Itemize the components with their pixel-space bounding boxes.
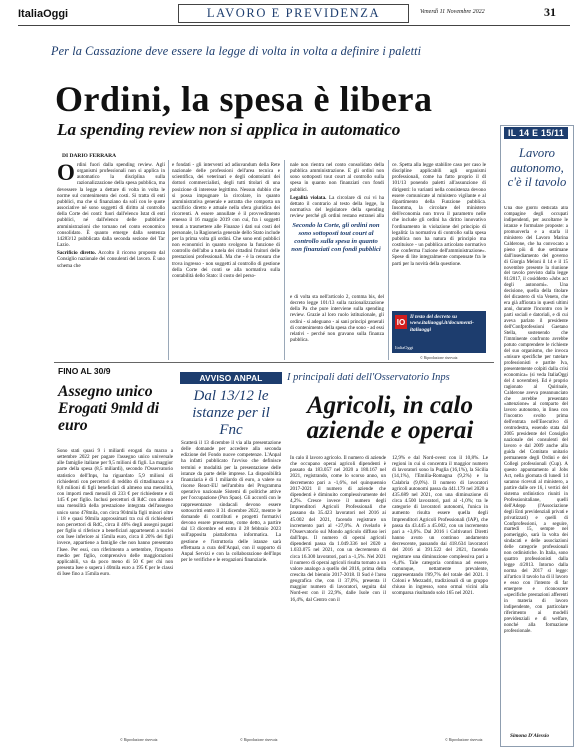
masthead-logo: ItaliaOggi [18,8,69,20]
lead-col1b-title: Sacrificio diretto. [57,250,96,257]
anpal-title: Dal 13/12 le istanze per il Fnc [192,388,270,438]
fino-title: Assegno unico Erogati 9mld di euro [58,383,160,435]
inps-column-1: In calo il lavoro agricolo. Il numero di aziende che occupano operai agricoli dipendenti è passato da 183.057 nel 2020 a 180.167 nel 2021, registrando, come lo scorso anno, un decremento pari a -1,6%, nel quinquennio 2017-2021 il numero di aziende che dipendenti è diminuito complessivamente del 4,2%. Cresce invece il numero degli Imprenditori Agricoli Professionali che passano da 35.423 lavoratori nel 2016 ai 45.002 del 2021, facendo registrare un incremento pari al +27,0%. A rivelarlo è l'Osservatorio sul Mondo agricolo diffuso ieri dall'Inps. Il numero di operai agricoli dipendenti passa da 1.049.336 nel 2020 a 1.033.075 nel 2021, con un decremento di circa 16.300 lavoratori, pari a -1,5%. Nel 2021 il numero di operai agricoli risulta tornato a un valore analogo a quello del 2016, prima della crescita del biennio 2017-2018. Il Sud è l'area geografica che, con il 37,0%, presenta il maggior numero di lavoratori, seguita dal Nord-est con il 22,9%, dalle Isole con il 16,4%, dal Centro con il [290,455,386,603]
issue-date: Venerdì 11 Novembre 2022 [420,9,485,15]
lead-credit: © Riproduzione riservata [420,356,458,360]
inps-credit: © Riproduzione riservata [445,738,483,742]
inps-column-2: 12,9% e dal Nord-ovest con il 10,8%. Le regioni in cui si concentra il maggior numero di lavoratori sono la Puglia (16,1%), la Sicilia (14,1%), l'Emilia-Romagna (9,2%) e la Calabria (9,0%). Il numero di lavoratori agricoli autonomi passa da 441.179 nel 2020 a 435.689 nel 2021, con una diminuzione di circa 4.500 lavoratori, pari al -1,0%; tra le categorie di lavoratori autonomi, l'unica in aumento risulta essere quella degli Imprenditori Agricoli Professionali (IAP), che passa da 43.445 a 45.002, con un incremento pari a +3,6%. Dal 2016 i Coltivatori Diretti hanno avuto un continuo andamento decrescente, passando dai 418.634 lavoratori del 2016 ai 391.522 del 2021, facendo registrare una diminuzione complessiva pari a -6,4%. Tale categoria continua ad essere, comunque, nettamente prevalente, rappresentando l'89,7% del totale del 2021. I Coloni e Mezzadri, tradizionali di un gruppo chiuso in ingresso, sono ormai vicini alla scomparsa risultando solo 165 nel 2021. [392,455,488,597]
document-promo-box [392,311,486,353]
sidebar-body: Una due giorni dedicata alla compagine degli occupati indipendenti, per ascoltarne le istanze e formulare proposte: a promuoverla e a starla il ministero del Lavoro Marina Calderone, che ha convocato a pieno più di due settimane dall'insediamento del governo di Giorgia Meloni il 14 e il 15 novembre presente la riunione del tavolo previsto dalla legge 81/2017, il cosiddetto «Jobs act degli autonomi». Una decisione, quella della titolare del dicastero di via Veneto, che era già affiorata in questi ultimi anni, durante l'incontro con le parti sociali e datoriali, e di cui aveva parlato il presidente dell'Confprofessioni Gaetano Stella, sostenendo che l'imminente confronto avrebbe potuto comprendere le richieste del suo organismo, che invoca «misure specifiche per tutelare professionisti e partite Iva, presentemente colpiti dalla crisi economica» (si veda ItaliaOggi del 4 novembre). Ed è proprio ragionato al Quirinale, Calderone aveva preannunciato che avrebbe presentato «attenzione» al comparto del lavoro autonomo, in linea con l'incontro svolto prima dell'entrata nell'Esecutivo di centrodestra, essendo stata dal 2005 presidente del Consiglio nazionale dei consulenti del lavoro e dal 2009 anche alla guida del Comitato unitario permanente degli Ordini e dei Collegi professionali (Cup). A questo appuntamento al Jobs Act, nella giornata di lunedì 14 saranno ricevuti al ministero, a partire dalle ore 16, i vertici del sistema ordinistico riuniti in Professionitaliane, quelli dell'Adepp (l'Associazione degli Enti previdenziali privati e privatizzati) e quelli di Confprofessioni, a seguire, martedì 15, sempre nel pomeriggio, sarà la volta dei sindacati e delle associazioni delle categorie professionali non ordinistiche. In Italia, sono quattro professionisti dalla legge 4/2013. Intorno dalla norma del 2017 si legge: all'artico il tavolo ha di il lavoro e esso con l'intento di far emergere e riconoscere «specifiche prestazioni afferenti in materia di lavoro indipendente, con particolare riferimento ai modelli previdenziali e di welfare, nonché alla formazione professionale. [504,206,568,634]
lead-column-4: ce. Spetta alla legge stabilire caso per caso le discipline applicabili agli organismi professionali, come ha fatto proprio il dl 101/13 ponendo paletti all'assunzione di dirigenti: lo varianti nella consistenza devono essere comunicate al ministero vigilante e al dipartimento della Funzione pubblica. Insomma, la circolare del ministero dell'economia non trova il parametro nelle che include gli ordini ha diritto innovativo l'ordinamento in violazione del principio di legalità: la normativa di controllo sulla spesa pubblica non ha natura di principio ma costituisce - un pubblica articolato normativo che conferma l'azione dell'amministrazione». Spese di lite integralmente compensate fra le parti per la novità della questione. [392,162,486,267]
sidebar-header: IL 14 E 15/11 [504,127,568,139]
column-rule [284,160,285,360]
lead-col3b-text: La circolare di cui vi ha dettato il contrario al testo della legge, la normativa del legislatore della spending review perché gli ordini restano estranei alla [290,194,384,218]
column-rule [388,160,389,360]
fino-kicker: FINO AL 30/9 [58,366,111,376]
promo-text: Il testo del decreto su www.italiaoggi.it/documenti-italiaoggi [410,314,474,333]
lead-headline: Ordini, la spesa è libera [55,79,433,119]
promo-brand: ItaliaOggi [395,345,414,350]
masthead-rule [18,25,570,26]
lead-pullquote: Secondo la Corte, gli ordini non sono sottoposti tout court al controllo sulla spesa in quanto non finanziati con fondi pubblici [291,222,381,254]
anpal-body: Scatterà il 13 dicembre il via alla presentazione delle domande per accedere alla seconda edizione del Fondo nuove competenze. L'Anpal ha infatti pubblicato l'avviso che definisce termini e modalità per la presentazione delle istanze da parte delle imprese. La disponibilità finanziaria è di 1 miliardo di euro, a valere su risorse React-EU nell'ambito del Programma operativo nazionale Sistemi di politiche attive per l'occupazione (Pon Spao). Gli accordi con le rappresentanze sindacali devono essere sottoscritti entro il 31 dicembre 2022, mentre le domande di contributi e progetti formativi devono essere presentate, come detto, a partire dal 13 dicembre ed entro il 28 febbraio 2023 sull'apposita piattaforma informatica. La gestione e l'istruttoria delle istanze sarà effettuata a cura dell'Anpal, con il supporto di Anpal Servizi e con la collaborazione dell'Inps per le verifiche e le erogazioni finanziarie. [181,440,281,563]
section-title: LAVORO E PREVIDENZA [178,4,409,23]
anpal-kicker: AVVISO ANPAL [180,372,282,384]
lead-col3-text: nale non rientra nel conto consolidato della pubblica amministrazione. E gli ordini non sono sottoposti tout court al controllo sulla spesa in quanto non finanziati con fondi pubblici. [290,162,384,193]
column-rule [168,160,169,360]
fino-body: Sono stati quasi 9 i miliardi erogati da marzo a settembre 2022 per pagare l'assegno unico universale alle famiglie italiane per 9,5 milioni di figli. La maggior parte della spesa (8,5 miliardi), secondo l'Osservatorio statistico dell'Inps, ha riguardato 5,9 milioni di richiedenti con percettori di reddito di cittadinanza e a 8,8 milioni di figli beneficiari di almeno una mensilità, con importi medi mensili di 233 € per richiedente e di 145 € per figlio. Inclusi percettori di RdC con almeno una mensilità della prestazione integrata dell'assegno unico sono 478mila, con circa 904mila figli minori oltre i 18 e quasi 90mila approssimati tra cui di richiedenti non percettori di RdC, circa il 46% degli assegni pagati per figlio si riferisce a beneficiari appartenenti a nuclei con Isee inferiore ai 15mila euro, circa il 20% dei figli invece, appartiene a famiglie che non hanno presentato l'Isee. Per essi, con riferimento a settembre, l'importo medio per figlio, comprensivo delle maggiorazioni applicabili, va da poco meno di 50 € per chi non presenta Isee o supera i 40mila euro a 195 € per le classi di Isee fino a 15mila euro. [57,448,173,578]
sidebar-title: Lavoro autonomo, c'è il tavolo [507,146,567,189]
lead-kicker: Per la Cassazione deve essere la legge di volta in volta a definire i paletti [51,44,422,58]
lead-subhead: La spending review non si applica in automatico [57,120,401,139]
anpal-credit: © Riproduzione riservata [240,738,278,742]
lead-byline: DI DARIO FERRARA [62,153,117,159]
lead-col1-text: rdini fuori dalla spending review. Agli organismi professionali non si applica in automatico la disciplina sulla razionalizzazione della spesa pubblica, ma devessere la legge a dettare di volta in volta le norme sul contenimento dei costi. Si tratta di enti pubblici, ma che si finanziano da soli con le quote associative né sono soggetti di diritto al controllo della Corte dei conti: fuori dall'elenco Istat di enti pubblici, né dall'elenco delle pubbliche amministrazioni che tornano nel conto economico consolidato. È quanto emerge dalla sentenza 14283/12 pubblicata dalla seconda sezione del Tar Lazio. [57,162,165,249]
lead-col1b-text: Accolto il ricorso proposto dal Consiglio nazionale dei consulenti del lavoro. È uno schema che [57,250,165,269]
inps-kicker: I principali dati dell'Osservatorio Inps [287,372,450,383]
lead-column-3 [290,162,384,218]
lead-col3-head: Legalità violata. [290,194,327,201]
page-number: 31 [544,5,556,19]
lead-column-1 [57,162,165,358]
lead-dropcap: O [57,162,75,185]
promo-badge: IO [395,315,407,329]
lead-column-3b: e di volta sta nell'articolo 2, comma bis, del decreto legge 101/13 sulla razionalizzazione della Pa che pure interviene sulla spending review. Grazie al loro ruolo istituzionale, gli ordini - si adeguano - ai sani principi generali di contenimento della spesa che sono - ad essi relativi - perché non gravano sulla finanza pubblica. [290,294,384,344]
lead-column-2: e fondati - gli interventi ad adiuvandum della Rete nazionale delle professioni dell'area tecnica e scientifica, dei veterinari e degli odontoiatri dei dottori commercialisti, degli tutti titolari di una posizione di interesse legittimo. Nessun dubbio che si possa impugnare la circolare, in quanto amministrativa generale e astratta che comporta un sacrificio diretto e attuale nella sfera giuridica dei ricorrenti. A essere annullate è il provvedimento emesso il 16 maggio 2019 con cui, fra i soggetti tenuti a trasmettere alle Finanze i dati sui costi del personale, la Ragioneria generale dello Stato include per la prima volta gli ordini. Che sono enti pubblici non economici in quanto svolgono la funzione di controllo dell'albo a tutela dei cittadini fruitori delle prestazioni professionali. Ma che - è la censura che trova ingresso - non soggetti al controllo di gestione della Corte dei conti se alla normativa sulla contabilità dello Stato: il costo del perso- [172,162,280,279]
sidebar-author: Simona D'Alessio [510,733,549,739]
section-divider [54,362,494,363]
fino-credit: © Riproduzione riservata [120,738,158,742]
inps-title: Agricoli, in calo aziende e operai [306,392,474,444]
